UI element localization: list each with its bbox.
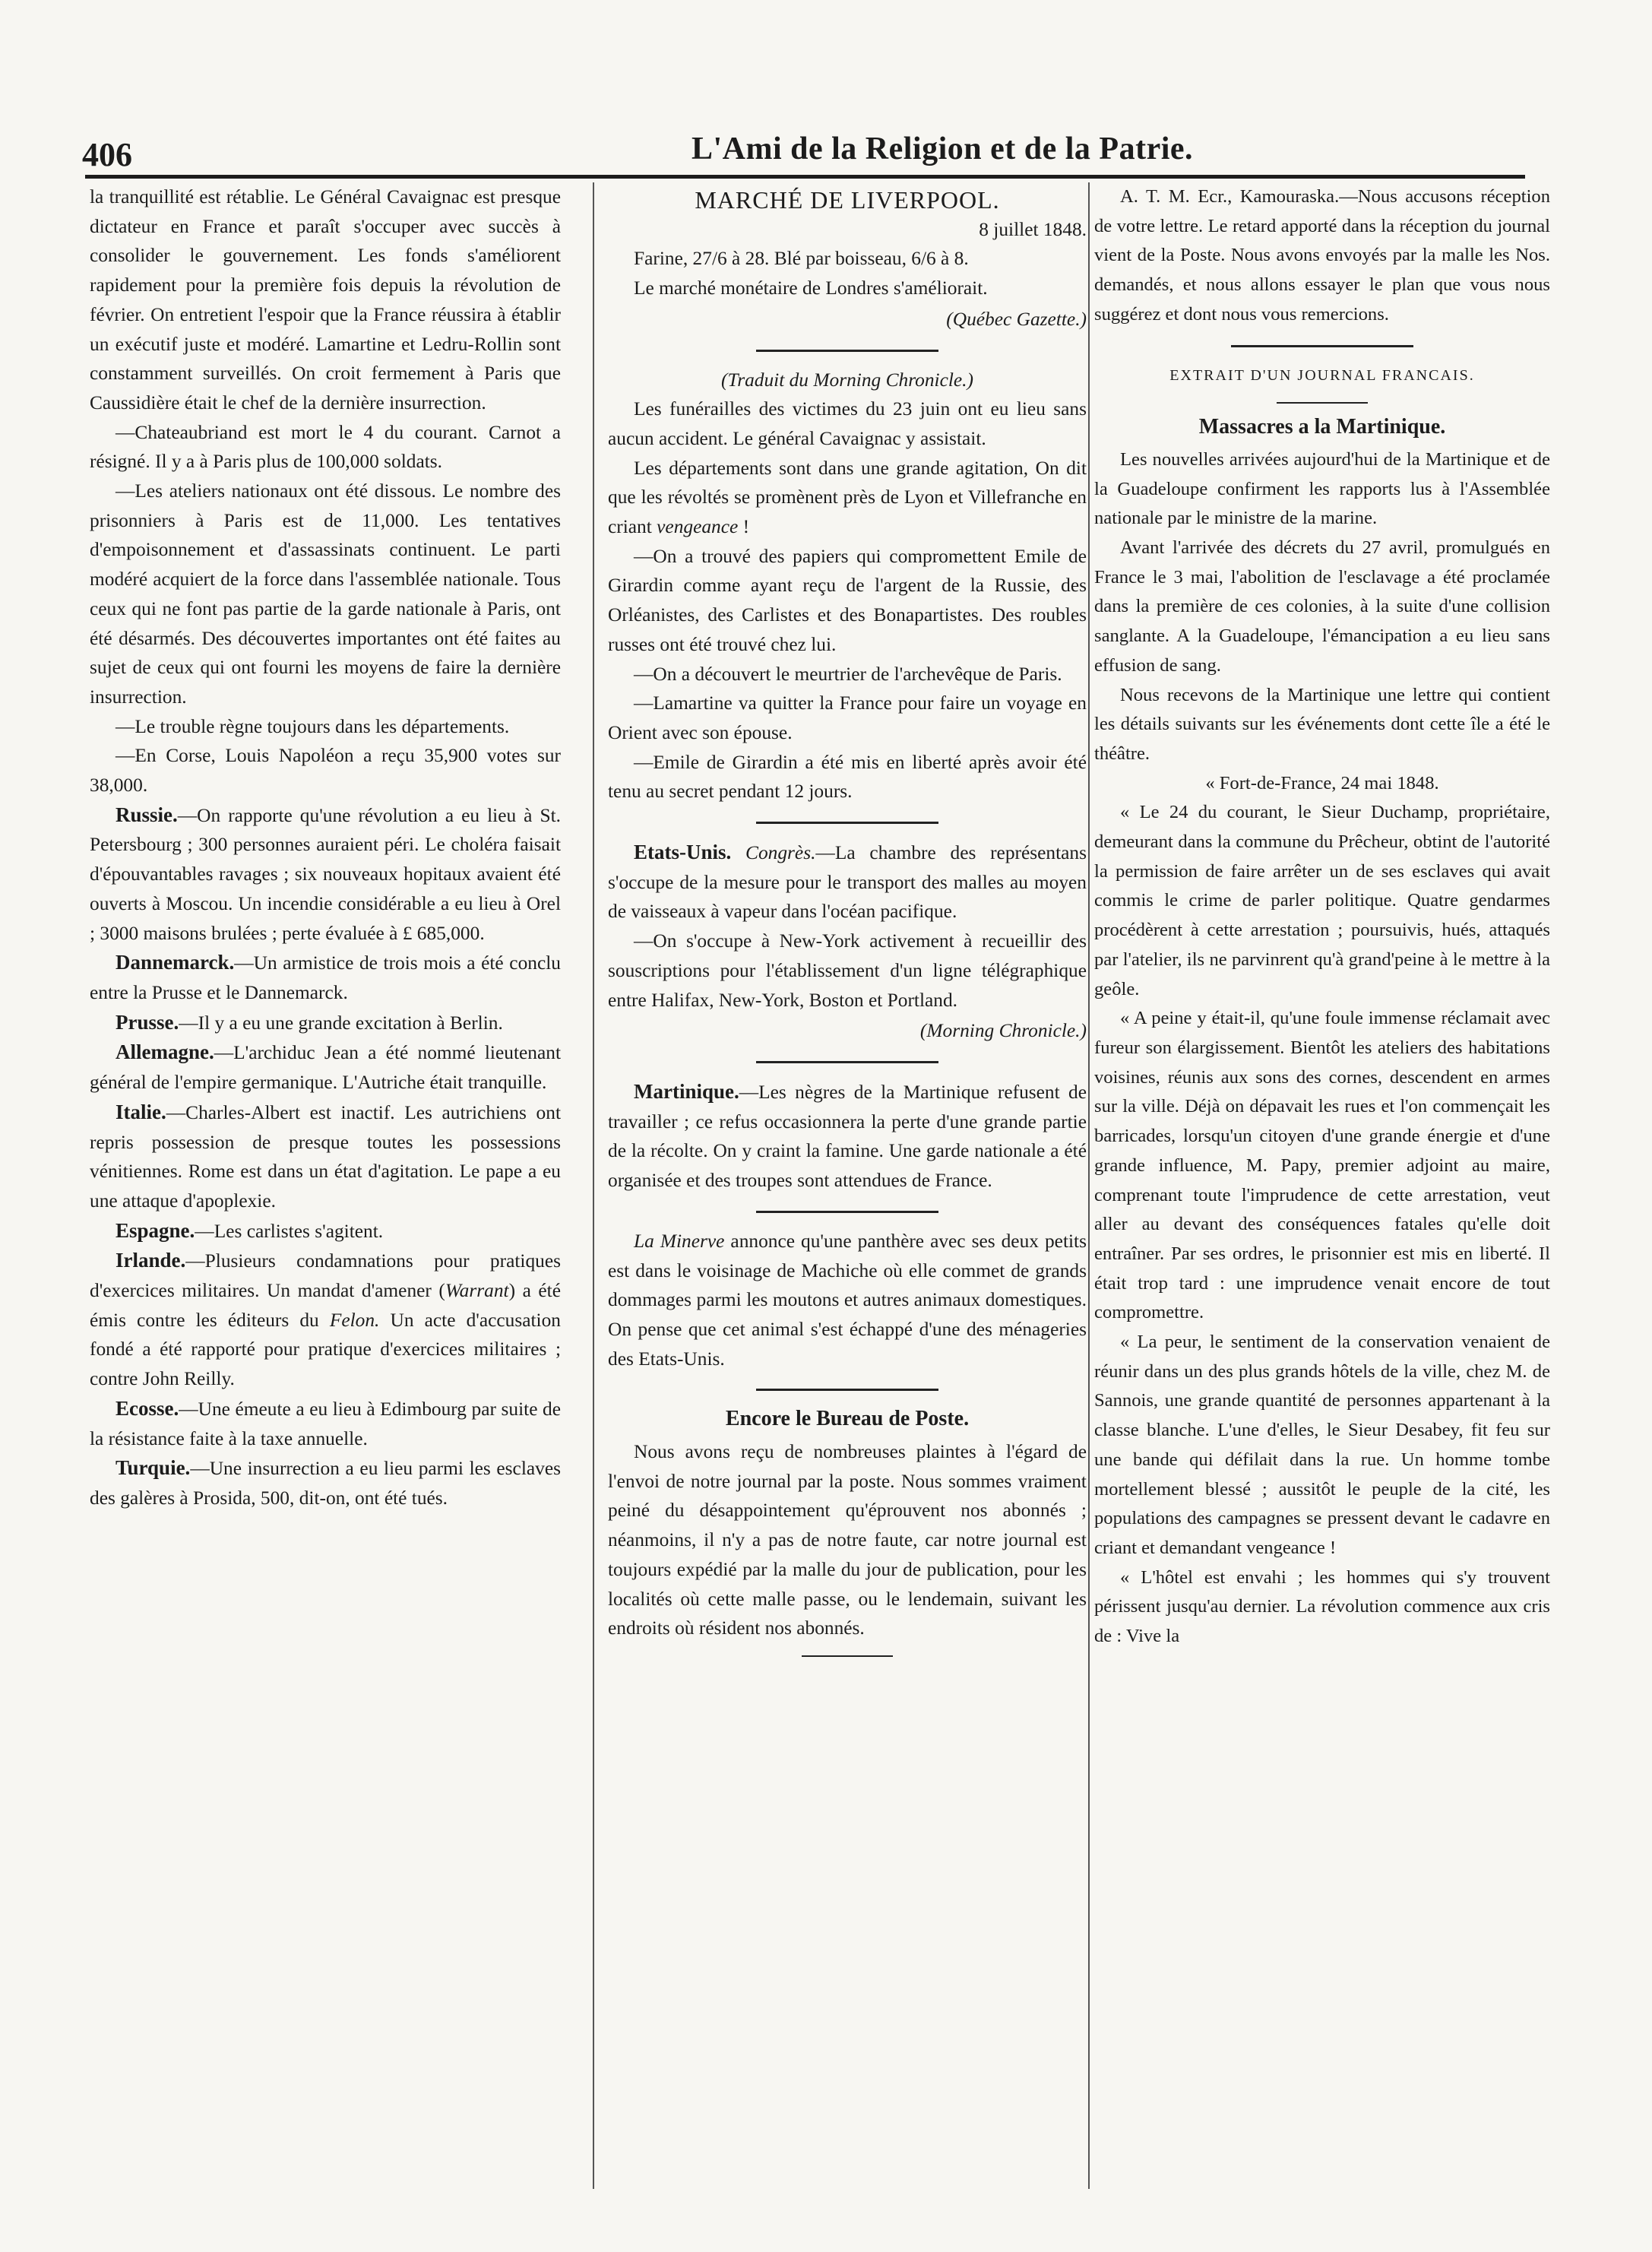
paragraph: « Le 24 du courant, le Sieur Duchamp, propriétaire, demeurant dans la commune du Prêcheur, obtint de l'autorité la permission de faire arrêter un de ses esclaves qui avait commis le crime de parler politique. Quatre gendarmes procédèrent à cette arrestation ; poursuivis, hués, attaqués par l'atelier, ils ne parvinrent qu'à grand'peine à le mettre à la geôle. [1094,802,1550,999]
paragraph: Nous recevons de la Martinique une lettre qui contient les détails suivants sur les événements dont cette île a été le théâtre. [1094,684,1550,764]
section-rule [756,1061,938,1063]
item-text: Les départements sont dans une grande agitation, On dit que les révoltés se promènent près de Lyon et Villefranche en criant [608,457,1087,538]
item-text: annonce qu'une panthère avec ses deux petits est dans le voisinage de Machiche où elle commet de grands dommages parmi les moutons et autres animaux domestiques. On pense que cet animal s'est échappé d'une des ménageries des Etats-Unis. [608,1230,1087,1370]
item-text: —On rapporte qu'une révolution a eu lieu à St. Petersbourg ; 300 personnes auraient péri. Le choléra faisait d'épouvantables ravages ; six nouveaux hopitaux avaient été ouverts à Moscou. Un incendie considérable a eu lieu à Orel ; 3000 maisons brulées ; perte évaluée à £ 685,000. [90,804,561,944]
item-text: —La chambre des représentans s'occupe de la mesure pour le transport des malles au moyen de vaisseaux à vapeur dans l'océan pacifique. [608,842,1087,923]
column-2 [608,182,1087,2212]
country-heading: Prusse. [116,1010,179,1034]
country-heading: Martinique. [634,1079,739,1103]
paragraph: « La peur, le sentiment de la conservation venaient de réunir dans un des plus grands hôtels de la ville, chez M. de Sannois, une grande quantité de personnes appartenant à la classe blanche. L'une d'elles, le Sieur Desabey, fit feu sur une bande qui défilait dans la rue. Un homme tombe mortellement blessé ; aussitôt le peuple de la cité, les populations des campagnes se pressent devant le cadavre en criant et demandant vengeance ! [1094,1332,1550,1558]
dateline: « Fort-de-France, 24 mai 1848. [1205,772,1439,793]
paragraph: —Lamartine va quitter la France pour faire un voyage en Orient avec son épouse. [608,692,1087,743]
paragraph: —On s'occupe à New-York activement à recueillir des souscriptions pour l'établissement d'un ligne télégraphique entre Halifax, New-York, Boston et Portland. [608,930,1087,1011]
paragraph: —Chateaubriand est mort le 4 du courant. Carnot a résigné. Il y a à Paris plus de 100,000 soldats. [90,421,561,473]
paragraph: Avant l'arrivée des décrets du 27 avril, promulgués en France le 3 mai, l'abolition de l'esclavage a été proclamée dans la première de ces colonies, à la suite d'une collision sanglante. A la Guadeloupe, l'émancipation a eu lieu sans effusion de sang. [1094,537,1550,676]
section-rule [756,822,938,824]
item-text: Un acte d'accusation fondé a été rapporté pour pratique d'exercices militaires ; contre John Reilly. [90,1309,561,1390]
section-rule [1277,402,1368,404]
header-rule [85,175,1525,179]
country-heading: Espagne. [116,1218,195,1242]
item-text: —L'archiduc Jean a été nommé lieutenant général de l'empire germanique. L'Autriche était tranquille. [90,1042,561,1094]
item-text: —Les nègres de la Martinique refusent de travailler ; ce refus occasionnera la perte d'une grande partie de la récolte. On y craint la famine. Une garde nationale a été organisée et des troupes sont attendues de France. [608,1081,1087,1192]
section-rule [756,1211,938,1213]
item-text: A. T. M. Ecr., Kamouraska. [1120,186,1340,207]
paragraph: « A peine y était-il, qu'une foule immense réclamait avec fureur son élargissement. Bientôt les ateliers des habitations voisines, réunis aux sons des cornes, descendent en armes sur la ville. Déjà on dépavait les rues et l'on commençait les barricades, lorsqu'un citoyen d'une grande énergie et d'une grande influence, M. Papy, premier adjoint au maire, comprenant toute l'imprudence de cette arrestation, veut aller au devant des conséquences fatales qu'elle doit entraîner. Par ses ordres, le prisonnier est mis en liberté. Il était trop tard : une imprudence venait encore de tout compromettre. [1094,1008,1550,1323]
item-text: —Les carlistes s'agitent. [195,1220,384,1242]
country-heading: Turquie. [116,1456,191,1480]
paragraph: —En Corse, Louis Napoléon a reçu 35,900 votes sur 38,000. [90,745,561,797]
paragraph [608,454,1087,542]
section-title: EXTRAIT D'UN JOURNAL FRANCAIS. [1169,366,1475,384]
item-text: Le marché monétaire de Londres s'améliorait. [634,277,988,299]
section-title: Massacres a la Martinique. [1198,415,1446,439]
paragraph [608,274,1087,303]
paragraph: Les nouvelles arrivées aujourd'hui de la Martinique et de la Guadeloupe confirment les rapports lus à l'Assemblée nationale par le ministre de la marine. [1094,448,1550,529]
paragraph [608,1227,1087,1374]
paragraph: —Les ateliers nationaux ont été dissous. Le nombre des prisonniers à Paris est de 11,000. Les tentatives d'empoisonnement et d'assassinats continuent. Le parti modéré acquiert de la force dans l'assemblée nationale. Tous ceux qui ne font pas partie de la garde nationale à Paris, ont été désarmés. Des découvertes importantes ont été faites au sujet de ceux qui ont fourni les moyens de faire la dernière insurrection. [90,480,561,708]
news-item-etats-unis [608,838,1087,926]
column-divider [593,182,594,2189]
paragraph: —On a trouvé des papiers qui compromettent Emile de Girardin comme ayant reçu de l'argent de la Russie, des Orléanistes, des Carlistes et des Bonapartistes. Des roubles russes ont été trouvé chez lui. [608,545,1087,655]
news-item-irlande [90,1246,561,1394]
country-heading: Allemagne. [116,1040,214,1064]
item-text: —Nous accusons réception de votre lettre. Le retard apporté dans la réception du journal vient de la Poste. Nous avons envoyés par la malle les Nos. demandés, et nous allons essayer le plan que vous nous suggérez et dont nous vous remercions. [1094,186,1550,325]
section-title: MARCHÉ DE LIVERPOOL. [695,186,1000,214]
source-credit: (Morning Chronicle.) [919,1020,1087,1042]
paragraph: Nous avons reçu de nombreuses plaintes à l'égard de l'envoi de notre journal par la poste. Nous sommes vraiment peiné du désappointement qu'éprouvent nos abonnés ; néanmoins, il n'y a pas de notre faute, car notre journal est toujours expédié par la malle du jour de publication, pour les localités où cette malle passe, ou le lendemain, suivant les endroits où résident nos abonnés. [608,1441,1087,1639]
section-rule [802,1655,893,1657]
country-heading: Italie. [116,1100,166,1123]
news-item-allemagne [90,1037,561,1097]
country-heading: Irlande. [116,1249,186,1272]
section-rule [1231,345,1413,347]
country-heading: Russie. [116,803,178,826]
item-italic: Congrès. [745,842,816,864]
country-heading: Ecosse. [116,1396,179,1420]
section-title: Encore le Bureau de Poste. [725,1407,970,1431]
item-text: —Il y a eu une grande excitation à Berlin. [179,1012,503,1034]
item-text: ! [738,516,750,538]
page-number: 406 [82,136,132,173]
column-1 [90,182,561,2212]
news-item-turquie [90,1453,561,1512]
news-item-prusse [90,1008,561,1038]
paragraph: la tranquillité est rétablie. Le Général Cavaignac est presque dictateur en France et paraît s'occuper avec succès à consolider le gouvernement. Les fonds s'améliorent rapidement pour la première fois depuis la révolution de février. On entretient l'espoir que la France réussira à établir un exécutif juste et modéré. Lamartine et Ledru-Rollin sont constamment surveillés. On croit fermement à Paris que Caussidière était le chef de la dernière insurrection. [90,186,561,413]
section-rule [756,350,938,352]
paragraph: —Emile de Girardin a été mis en liberté après avoir été tenu au secret pendant 12 jours. [608,751,1087,803]
paragraph: Farine, 27/6 à 28. Blé par boisseau, 6/6 à 8. [634,248,969,270]
section-title: (Traduit du Morning Chronicle.) [721,369,973,391]
item-italic: La Minerve [634,1230,725,1252]
item-text: —Plusieurs condamnations pour pratiques d'exercices militaires. Un mandat d'amener ( [90,1250,561,1302]
news-item-espagne [90,1216,561,1246]
country-heading: Dannemarck. [116,951,235,974]
column-divider [1088,182,1090,2189]
news-item-ecosse [90,1394,561,1453]
item-text: —Une émeute a eu lieu à Edimbourg par suite de la résistance faite à la taxe annuelle. [90,1398,561,1449]
news-item-italie [90,1097,561,1216]
news-item-martinique [608,1077,1087,1196]
item-italic: Warrant [445,1280,509,1302]
section-rule [756,1389,938,1391]
news-item-russie [90,800,561,949]
source-credit: (Québec Gazette.) [946,308,1087,330]
paragraph: —Le trouble règne toujours dans les départements. [116,715,510,737]
item-text: —Une insurrection a eu lieu parmi les esclaves des galères à Prosida, 500, dit-on, ont été tués. [90,1458,561,1509]
dateline: 8 juillet 1848. [979,218,1087,240]
masthead-title: L'Ami de la Religion et de la Patrie. [691,131,1194,166]
news-item-dannemarck [90,948,561,1007]
paragraph: Les funérailles des victimes du 23 juin ont eu lieu sans aucun accident. Le général Cavaignac y assistait. [608,398,1087,449]
item-text: —Un armistice de trois mois a été conclu entre la Prusse et le Dannemarck. [90,952,561,1003]
paragraph: « L'hôtel est envahi ; les hommes qui s'y trouvent périssent jusqu'au dernier. La révolution commence aux cris de : Vive la [1094,1566,1550,1647]
country-heading: Etats-Unis. [634,841,732,864]
item-italic: vengeance [657,516,739,538]
item-text: ) a été émis contre les éditeurs du [90,1280,561,1331]
correspondence-notice [1094,182,1550,330]
column-3 [1094,182,1550,2212]
item-text: —Charles-Albert est inactif. Les autrichiens ont repris possession de presque toutes les possessions vénitiennes. Rome est dans un état d'agitation. Le pape a eu une attaque d'apoplexie. [90,1101,561,1212]
paragraph: —On a découvert le meurtrier de l'archevêque de Paris. [634,663,1062,685]
item-italic: Felon. [329,1309,380,1331]
